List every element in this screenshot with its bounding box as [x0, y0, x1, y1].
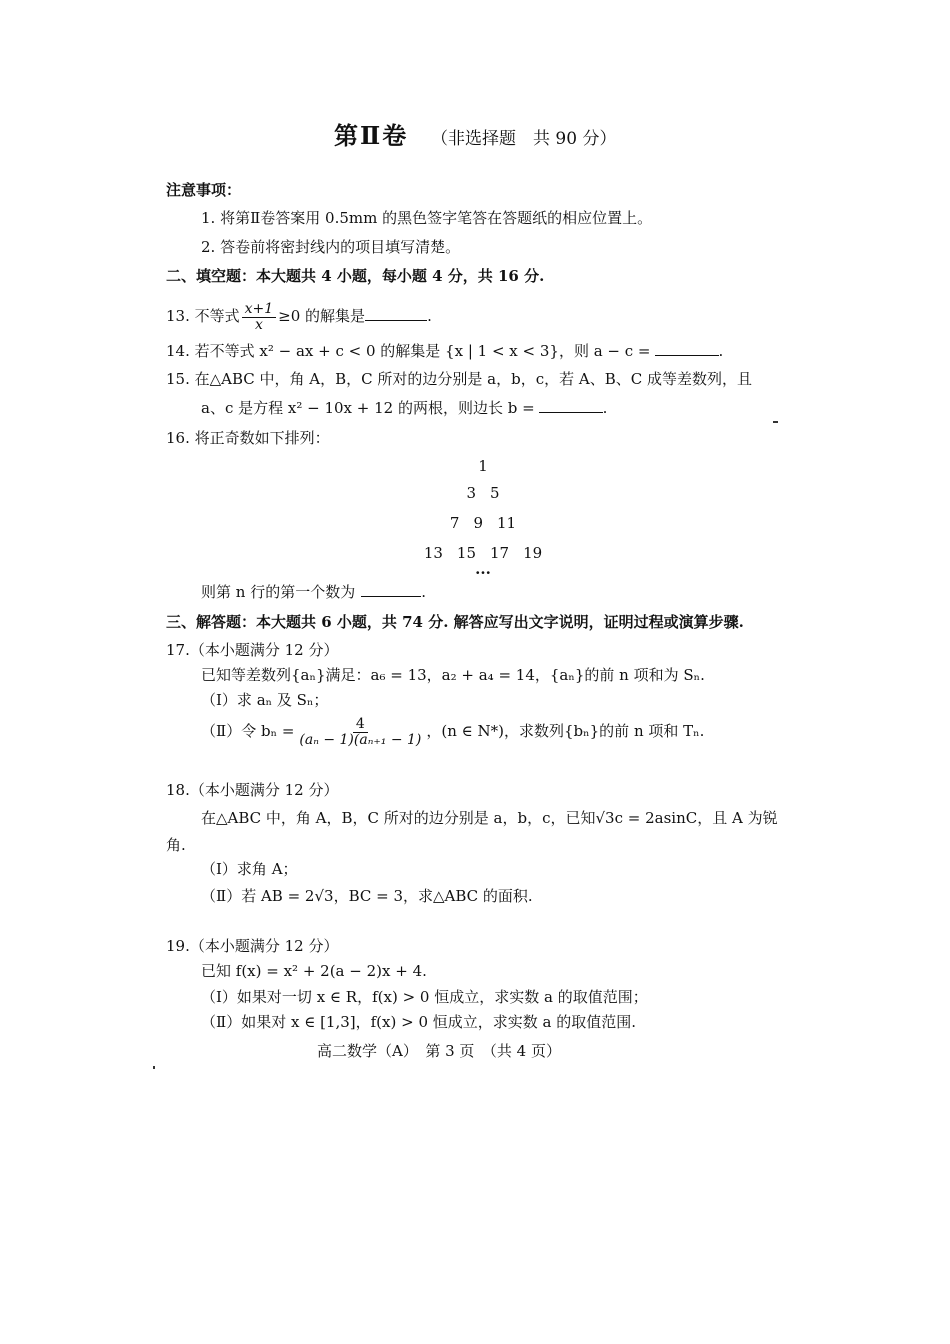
question-19-part1: （Ⅰ）如果对一切 x ∈ R，f(x) > 0 恒成立，求实数 a 的取值范围；: [201, 988, 648, 1006]
triangle-number: 13: [423, 544, 443, 562]
question-19-line1: 已知 f(x) = x² + 2(a − 2)x + 4.: [201, 962, 427, 980]
q14-end: .: [718, 342, 724, 360]
triangle-number: 1: [478, 457, 488, 475]
q17-part2-prefix: （Ⅱ）令 bₙ =: [201, 722, 295, 740]
q15-answer-blank: [539, 398, 603, 413]
triangle-number: 17: [490, 544, 510, 562]
q16-answer-blank: [361, 582, 421, 597]
triangle-number: 15: [456, 544, 476, 562]
question-15-line1: 15. 在△ABC 中，角 A，B，C 所对的边分别是 a，b，c，若 A、B、C 成等差数列，且: [166, 370, 752, 388]
q16-text: 则第 n 行的第一个数为: [201, 583, 356, 601]
section3-heading: 三、解答题：本大题共 6 小题，共 74 分. 解答应写出文字说明，证明过程或演算步骤.: [166, 613, 744, 631]
q13-fraction: [242, 302, 277, 333]
scan-speck: [153, 1066, 155, 1069]
q15-end: .: [602, 399, 608, 417]
question-13: [166, 300, 432, 332]
question-19-part2: （Ⅱ）如果对 x ∈ [1,3]，f(x) > 0 恒成立，求实数 a 的取值范围.: [201, 1013, 637, 1031]
scan-speck: [773, 421, 778, 423]
question-16-line1: 16. 将正奇数如下排列：: [166, 429, 330, 447]
page-title: [334, 121, 617, 150]
triangle-number: 9: [473, 514, 483, 532]
question-17-heading: 17.（本小题满分 12 分）: [166, 641, 339, 659]
triangle-number: 19: [523, 544, 543, 562]
question-18-line1: 在△ABC 中，角 A，B，C 所对的边分别是 a，b，c，已知√3c = 2asinC，且 A 为锐: [201, 809, 778, 827]
q17-numerator: 4: [353, 717, 368, 733]
q13-denominator: x: [254, 316, 263, 333]
q14-answer-blank: [655, 341, 719, 356]
question-17-part2: [201, 714, 704, 748]
triangle-number: 7: [449, 514, 460, 532]
q17-denominator: (aₙ − 1)(aₙ₊₁ − 1): [299, 731, 422, 748]
question-19-heading: 19.（本小题满分 12 分）: [166, 937, 339, 955]
triangle-number: 3: [466, 484, 476, 502]
q13-numerator: x+1: [242, 302, 277, 318]
triangle-number: 5: [490, 484, 500, 502]
q13-suffix: ≥0 的解集是: [278, 307, 366, 325]
subtitle-text: （非选择题 共 90 分）: [431, 129, 617, 149]
q13-answer-blank: [365, 306, 427, 321]
notes-heading: 注意事项：: [166, 181, 242, 199]
question-18-line1b: 角.: [166, 836, 186, 854]
triangle-dots: ···: [475, 564, 491, 582]
triangle-row-1: [383, 457, 583, 475]
triangle-number: 11: [497, 514, 517, 532]
question-15-line2: [201, 398, 607, 418]
q14-text: 14. 若不等式 x² − ax + c < 0 的解集是 {x | 1 < x < 3}，则 a − c =: [166, 342, 651, 360]
q15-text: a、c 是方程 x² − 10x + 12 的两根，则边长 b =: [201, 399, 535, 417]
question-14: [166, 341, 723, 361]
question-18-part1: （Ⅰ）求角 A；: [201, 860, 298, 878]
section2-heading: 二、填空题：本大题共 4 小题，每小题 4 分，共 16 分.: [166, 267, 545, 285]
question-17-line1: 已知等差数列{aₙ}满足：a₆ = 13，a₂ + a₄ = 14，{aₙ}的前 n 项和为 Sₙ.: [201, 666, 705, 684]
triangle-row-4: [383, 544, 583, 562]
q16-end: .: [421, 583, 426, 601]
triangle-row-3: [383, 514, 583, 532]
question-17-part1: （Ⅰ）求 aₙ 及 Sₙ；: [201, 691, 329, 709]
question-18-part2: （Ⅱ）若 AB = 2√3，BC = 3，求△ABC 的面积.: [201, 887, 533, 905]
page-footer: 高二数学（A） 第 3 页 （共 4 页）: [317, 1042, 561, 1060]
question-18-heading: 18.（本小题满分 12 分）: [166, 781, 339, 799]
q17-part2-suffix: ，(n ∈ N*)，求数列{bₙ}的前 n 项和 Tₙ.: [426, 722, 705, 740]
title-text: 第Ⅱ卷: [334, 121, 409, 150]
q13-end: .: [427, 307, 432, 325]
question-16-line2: [201, 582, 426, 602]
note-item-2: 2. 答卷前将密封线内的项目填写清楚。: [201, 238, 461, 256]
q13-prefix: 13. 不等式: [166, 307, 240, 325]
note-item-1: 1. 将第Ⅱ卷答案用 0.5mm 的黑色签字笔答在答题纸的相应位置上。: [201, 209, 653, 227]
q17-fraction: [296, 717, 424, 748]
triangle-row-2: [383, 484, 583, 502]
